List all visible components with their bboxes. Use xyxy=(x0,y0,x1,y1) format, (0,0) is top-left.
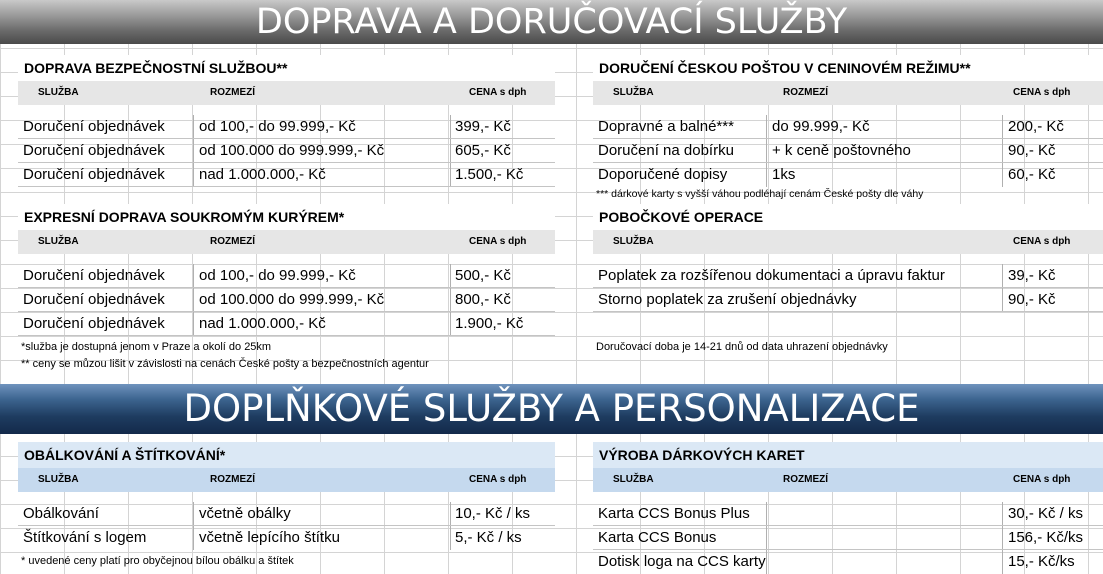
cell-range: od 100.000 do 999.999,- Kč xyxy=(199,291,385,308)
cell-price: 39,- Kč xyxy=(1008,267,1056,284)
cell-service: Karta CCS Bonus xyxy=(598,529,717,546)
cell-range: + k ceně poštovného xyxy=(772,142,911,159)
cell-price: 605,- Kč xyxy=(455,142,511,159)
envelopes-labels-section xyxy=(18,442,555,570)
header-service: SLUŽBA xyxy=(613,87,654,98)
cell-service: Doručení objednávek xyxy=(23,291,165,308)
table-header xyxy=(593,230,1103,254)
footnote: * uvedené ceny platí pro obyčejnou bílou obálku a štítek xyxy=(21,555,294,567)
section-title: OBÁLKOVÁNÍ A ŠTÍTKOVÁNÍ* xyxy=(18,442,555,468)
table-row xyxy=(18,139,555,163)
cell-price: 1.900,- Kč xyxy=(455,315,524,332)
cell-service: Doručení objednávek xyxy=(23,166,165,183)
cell-service: Obálkování xyxy=(23,505,99,522)
table-row xyxy=(593,288,1103,312)
table-header xyxy=(18,81,555,105)
table-row xyxy=(593,115,1103,139)
cell-price: 800,- Kč xyxy=(455,291,511,308)
table-row xyxy=(593,264,1103,288)
table-row xyxy=(593,139,1103,163)
czech-post-section xyxy=(593,55,1103,203)
header-service: SLUŽBA xyxy=(38,236,79,247)
footnote: Doručovací doba je 14-21 dnů od data uhrazení objednávky xyxy=(596,341,888,353)
cell-price: 1.500,- Kč xyxy=(455,166,524,183)
section-title: POBOČKOVÉ OPERACE xyxy=(593,204,1103,230)
cell-range: včetně lepícího štítku xyxy=(199,529,340,546)
footnote: ** ceny se můzou lišit v závislosti na cenách České pošty a bezpečnostních agentur xyxy=(21,358,429,370)
table-row xyxy=(593,502,1103,526)
table-row xyxy=(18,502,555,526)
cell-service: Štítkování s logem xyxy=(23,529,147,546)
cell-service: Dotisk loga na CCS karty xyxy=(598,553,766,570)
cell-service: Storno poplatek za zrušení objednávky xyxy=(598,291,857,308)
table-row xyxy=(18,264,555,288)
cell-range: včetně obálky xyxy=(199,505,291,522)
cell-price: 399,- Kč xyxy=(455,118,511,135)
cell-service: Doručení objednávek xyxy=(23,118,165,135)
table-row xyxy=(18,163,555,187)
cell-range: nad 1.000.000,- Kč xyxy=(199,315,326,332)
cell-service: Doručení objednávek xyxy=(23,267,165,284)
section-title: DOPRAVA BEZPEČNOSTNÍ SLUŽBOU** xyxy=(18,55,555,81)
branch-operations-section xyxy=(593,204,1103,356)
footnote: *** dárkové karty s vyšší váhou podléhají cenám České pošty dle váhy xyxy=(596,188,924,200)
cell-service: Dopravné a balné*** xyxy=(598,118,734,135)
table-row xyxy=(18,288,555,312)
express-courier-section xyxy=(18,204,555,373)
header-range: ROZMEZÍ xyxy=(210,474,255,485)
cell-price: 15,- Kč/ks xyxy=(1008,553,1075,570)
header-service: SLUŽBA xyxy=(38,474,79,485)
cell-price: 156,- Kč/ks xyxy=(1008,529,1084,546)
table-row xyxy=(593,163,1103,187)
cell-price: 90,- Kč xyxy=(1008,291,1056,308)
cell-price: 10,- Kč / ks xyxy=(455,505,531,522)
table-row xyxy=(18,526,555,550)
cell-range: 1ks xyxy=(772,166,796,183)
table-row xyxy=(18,115,555,139)
table-row xyxy=(593,550,1103,574)
cell-price: 90,- Kč xyxy=(1008,142,1056,159)
header-range: ROZMEZÍ xyxy=(783,87,828,98)
banner-additional-services-title: DOPLŇKOVÉ SLUŽBY A PERSONALIZACE xyxy=(0,384,1103,434)
table-header xyxy=(593,468,1103,492)
header-service: SLUŽBA xyxy=(613,474,654,485)
footnote: *služba je dostupná jenom v Praze a okolí do 25km xyxy=(21,341,272,353)
cell-range: nad 1.000.000,- Kč xyxy=(199,166,326,183)
cell-service: Doručení objednávek xyxy=(23,315,165,332)
header-range: ROZMEZÍ xyxy=(210,87,255,98)
header-price: CENA s dph xyxy=(1013,474,1071,485)
cell-range: od 100,- do 99.999,- Kč xyxy=(199,267,356,284)
table-row xyxy=(593,526,1103,550)
header-price: CENA s dph xyxy=(469,87,527,98)
cell-price: 500,- Kč xyxy=(455,267,511,284)
header-price: CENA s dph xyxy=(469,236,527,247)
section-title: DORUČENÍ ČESKOU POŠTOU V CENINOVÉM REŽIMU** xyxy=(593,55,1103,81)
header-service: SLUŽBA xyxy=(613,236,654,247)
security-transport-section xyxy=(18,55,555,187)
header-price: CENA s dph xyxy=(1013,236,1071,247)
cell-service: Karta CCS Bonus Plus xyxy=(598,505,750,522)
table-row xyxy=(593,312,1103,336)
cell-service: Doporučené dopisy xyxy=(598,166,728,183)
gift-cards-section xyxy=(593,442,1103,574)
cell-price: 60,- Kč xyxy=(1008,166,1056,183)
cell-range: do 99.999,- Kč xyxy=(772,118,870,135)
cell-range: od 100,- do 99.999,- Kč xyxy=(199,118,356,135)
header-price: CENA s dph xyxy=(1013,87,1071,98)
section-title: EXPRESNÍ DOPRAVA SOUKROMÝM KURÝREM* xyxy=(18,204,555,230)
cell-price: 5,- Kč / ks xyxy=(455,529,522,546)
banner-shipping-title: DOPRAVA A DORUČOVACÍ SLUŽBY xyxy=(0,0,1103,44)
table-header xyxy=(18,468,555,492)
header-service: SLUŽBA xyxy=(38,87,79,98)
table-row xyxy=(18,312,555,336)
table-header xyxy=(593,81,1103,105)
cell-service: Doručení objednávek xyxy=(23,142,165,159)
section-title: VÝROBA DÁRKOVÝCH KARET xyxy=(593,442,1103,468)
header-range: ROZMEZÍ xyxy=(783,474,828,485)
cell-price: 200,- Kč xyxy=(1008,118,1064,135)
cell-service: Poplatek za rozšířenou dokumentaci a úpravu faktur xyxy=(598,267,945,284)
cell-price: 30,- Kč / ks xyxy=(1008,505,1084,522)
table-header xyxy=(18,230,555,254)
cell-service: Doručení na dobírku xyxy=(598,142,734,159)
header-price: CENA s dph xyxy=(469,474,527,485)
header-range: ROZMEZÍ xyxy=(210,236,255,247)
cell-range: od 100.000 do 999.999,- Kč xyxy=(199,142,385,159)
